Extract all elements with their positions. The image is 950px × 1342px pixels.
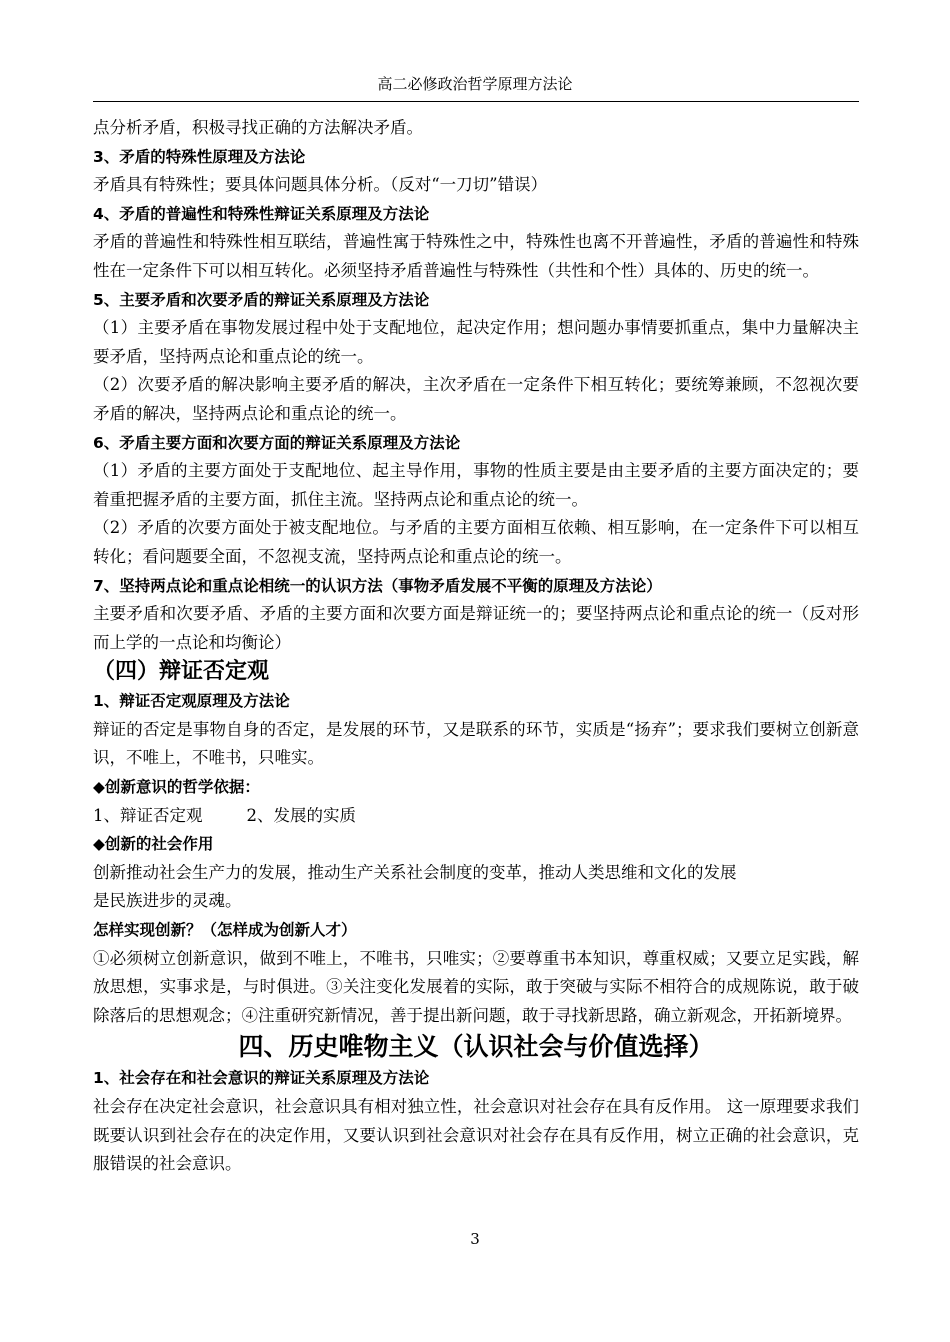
section-heading: 怎样实现创新？（怎样成为创新人才） bbox=[93, 921, 357, 940]
paragraph: （1）主要矛盾在事物发展过程中处于支配地位，起决定作用；想问题办事情要抓重点，集中力量解决主要矛盾，坚持两点论和重点论的统一。 bbox=[93, 318, 859, 366]
section-heading: 6、矛盾主要方面和次要方面的辩证关系原理及方法论 bbox=[93, 433, 461, 452]
paragraph: 社会存在决定社会意识，社会意识具有相对独立性，社会意识对社会存在具有反作用。 这一原理要求我们既要认识到社会存在的决定作用，又要认识到社会意识对社会存在具有反作用，树立正确的社会意识，克服错误的社会意识。 bbox=[93, 1097, 859, 1174]
paragraph: （2）次要矛盾的解决影响主要矛盾的解决，主次矛盾在一定条件下相互转化；要统筹兼顾，不忽视次要矛盾的解决，坚持两点论和重点论的统一。 bbox=[93, 375, 859, 423]
chapter-title: 四、历史唯物主义（认识社会与价值选择） bbox=[238, 1032, 714, 1062]
section-heading: 4、矛盾的普遍性和特殊性辩证关系原理及方法论 bbox=[93, 204, 430, 223]
paragraph: （2）矛盾的次要方面处于被支配地位。与矛盾的主要方面相互依赖、相互影响，在一定条件下可以相互转化；看问题要全面，不忽视支流，坚持两点论和重点论的统一。 bbox=[93, 518, 859, 566]
paragraph: 是民族进步的灵魂。 bbox=[93, 891, 242, 911]
document-body bbox=[93, 114, 859, 1179]
paragraph: （1）矛盾的主要方面处于支配地位、起主导作用，事物的性质主要是由主要矛盾的主要方面决定的；要着重把握矛盾的主要方面，抓住主流。坚持两点论和重点论的统一。 bbox=[93, 461, 859, 509]
section-heading: 7、坚持两点论和重点论相统一的认识方法（事物矛盾发展不平衡的原理及方法论） bbox=[93, 576, 662, 595]
paragraph: ①必须树立创新意识，做到不唯上，不唯书，只唯实；②要尊重书本知识，尊重权威；又要立足实践，解放思想，实事求是，与时俱进。③关注变化发展着的实际，敢于突破与实际不相符合的成规陈说，敢于破除落后的思想观念；④注重研究新情况，善于提出新问题，敢于寻找新思路，确立新观念，开拓新境界。 bbox=[93, 948, 859, 1025]
page-number: 3 bbox=[470, 1230, 480, 1248]
paragraph: 创新推动社会生产力的发展，推动生产关系社会制度的变革，推动人类思维和文化的发展 bbox=[93, 862, 737, 882]
paragraph: 矛盾的普遍性和特殊性相互联结，普遍性寓于特殊性之中，特殊性也离不开普遍性，矛盾的普遍性和特殊性在一定条件下可以相互转化。必须坚持矛盾普遍性与特殊性（共性和个性）具体的、历史的统一。 bbox=[93, 232, 859, 280]
section-heading: 1、社会存在和社会意识的辩证关系原理及方法论 bbox=[93, 1069, 430, 1088]
subsection-title: （四）辩证否定观 bbox=[93, 659, 270, 685]
list-item bbox=[93, 802, 859, 831]
section-heading: 1、辩证否定观原理及方法论 bbox=[93, 692, 290, 711]
page-header bbox=[0, 74, 950, 94]
section-heading: 5、主要矛盾和次要矛盾的辩证关系原理及方法论 bbox=[93, 290, 430, 309]
paragraph: 矛盾具有特殊性；要具体问题具体分析。（反对“一刀切”错误） bbox=[93, 175, 548, 195]
section-heading: ◆创新意识的哲学依据： bbox=[93, 778, 260, 797]
list-item-text: 2、发展的实质 bbox=[246, 805, 356, 825]
section-heading: 3、矛盾的特殊性原理及方法论 bbox=[93, 147, 306, 166]
header-rule bbox=[93, 101, 859, 102]
section-heading: ◆创新的社会作用 bbox=[93, 835, 214, 854]
paragraph: 点分析矛盾，积极寻找正确的方法解决矛盾。 bbox=[93, 118, 423, 137]
list-item-text: 1、辩证否定观 bbox=[93, 805, 203, 825]
paragraph: 主要矛盾和次要矛盾、矛盾的主要方面和次要方面是辩证统一的；要坚持两点论和重点论的统一（反对形而上学的一点论和均衡论） bbox=[93, 604, 859, 652]
header-title: 高二必修政治哲学原理方法论 bbox=[377, 75, 573, 93]
paragraph: 辩证的否定是事物自身的否定，是发展的环节，又是联系的环节，实质是“扬弃”；要求我们要树立创新意识，不唯上，不唯书，只唯实。 bbox=[93, 719, 859, 768]
